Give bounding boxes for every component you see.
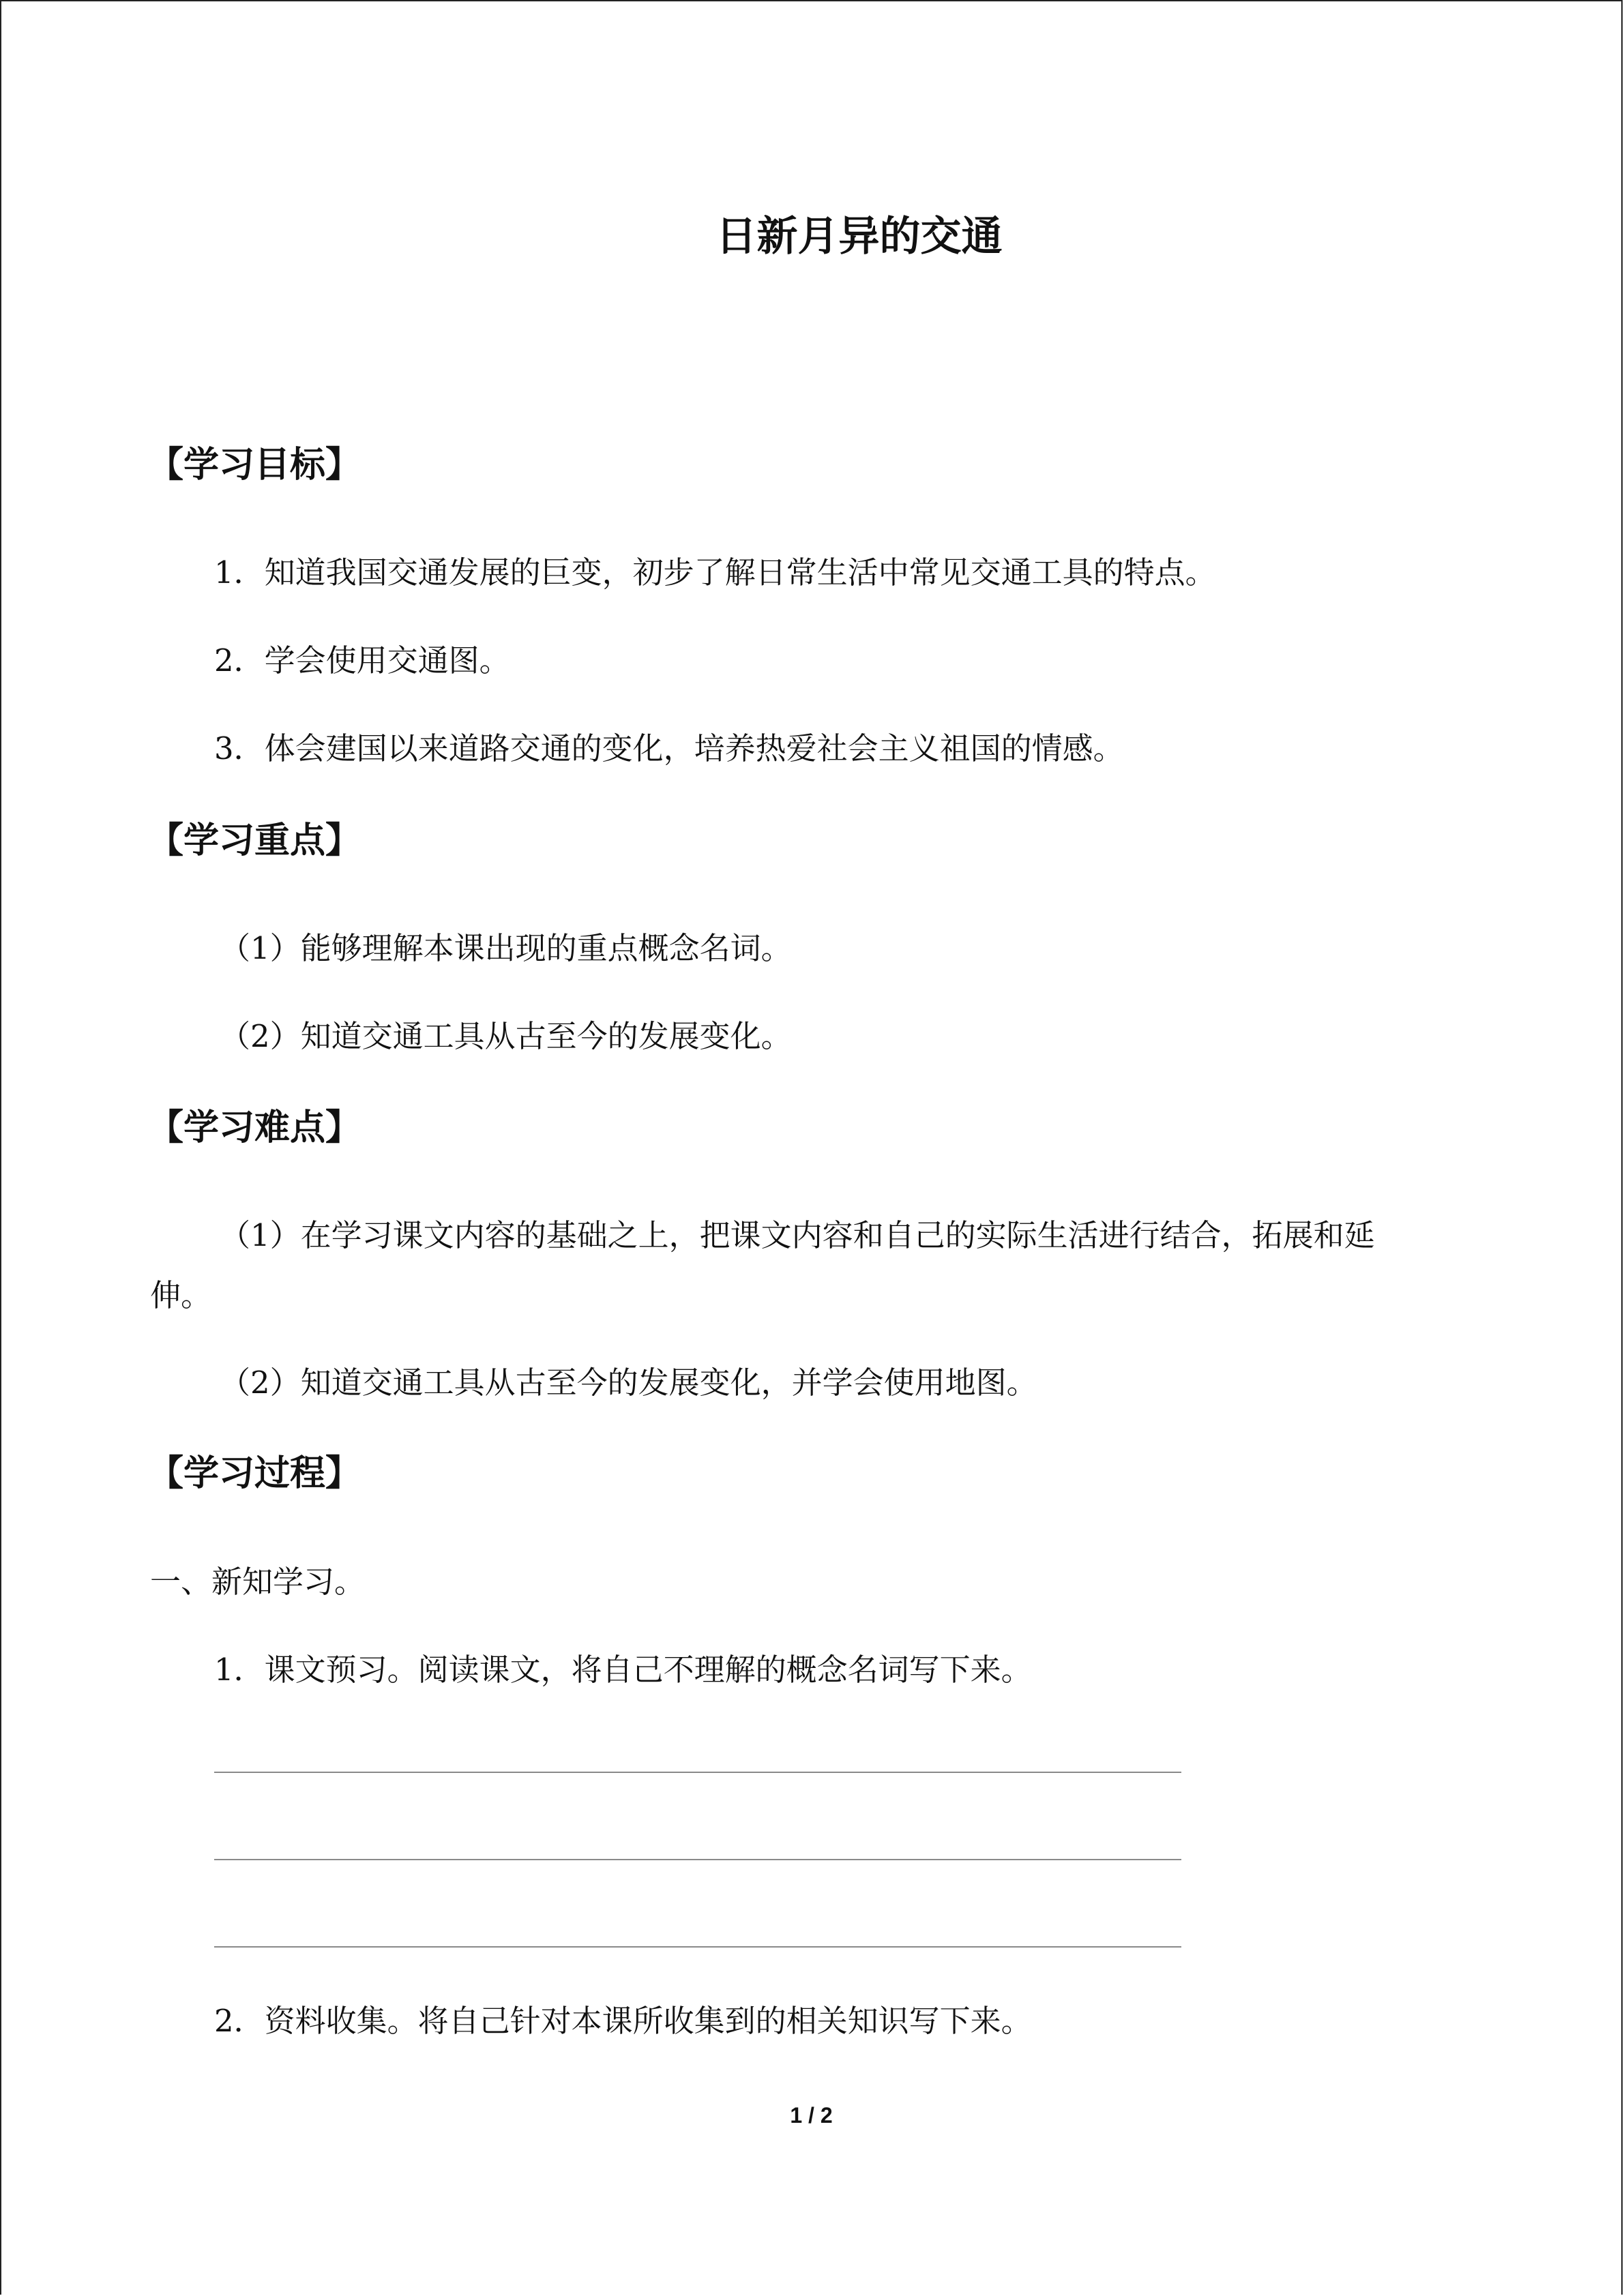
heading-key-points: 【学习重点】: [148, 820, 361, 861]
heading-difficulties: 【学习难点】: [148, 1107, 361, 1148]
key-point-item-1: （1）能够理解本课出现的重点概念名词。: [220, 930, 792, 966]
answer-line-3[interactable]: [214, 1946, 1181, 1948]
difficulty-item-2: （2）知道交通工具从古至今的发展变化，并学会使用地图。: [220, 1365, 1037, 1401]
document-title: 日新月异的交通: [715, 213, 1003, 260]
page-number: 1 / 2: [790, 2103, 833, 2128]
answer-line-2[interactable]: [214, 1859, 1181, 1860]
process-part-1: 一、新知学习。: [150, 1564, 366, 1600]
heading-learning-goals: 【学习目标】: [148, 445, 361, 486]
goal-item-2: 2．学会使用交通图。: [214, 642, 510, 679]
process-step-1: 1．课文预习。阅读课文，将自己不理解的概念名词写下来。: [214, 1652, 1032, 1688]
goal-item-1: 1．知道我国交通发展的巨变，初步了解日常生活中常见交通工具的特点。: [214, 554, 1216, 591]
difficulty-item-1-line-2: 伸。: [150, 1277, 212, 1313]
process-step-2: 2．资料收集。将自己针对本课所收集到的相关知识写下来。: [214, 2003, 1032, 2039]
difficulty-item-1-line-1: （1）在学习课文内容的基础之上，把课文内容和自己的实际生活进行结合，拓展和延: [220, 1217, 1375, 1253]
answer-line-1[interactable]: [214, 1772, 1181, 1773]
goal-item-3: 3．体会建国以来道路交通的变化，培养热爱社会主义祖国的情感。: [214, 730, 1124, 766]
heading-learning-process: 【学习过程】: [148, 1453, 361, 1494]
key-point-item-2: （2）知道交通工具从古至今的发展变化。: [220, 1018, 792, 1054]
